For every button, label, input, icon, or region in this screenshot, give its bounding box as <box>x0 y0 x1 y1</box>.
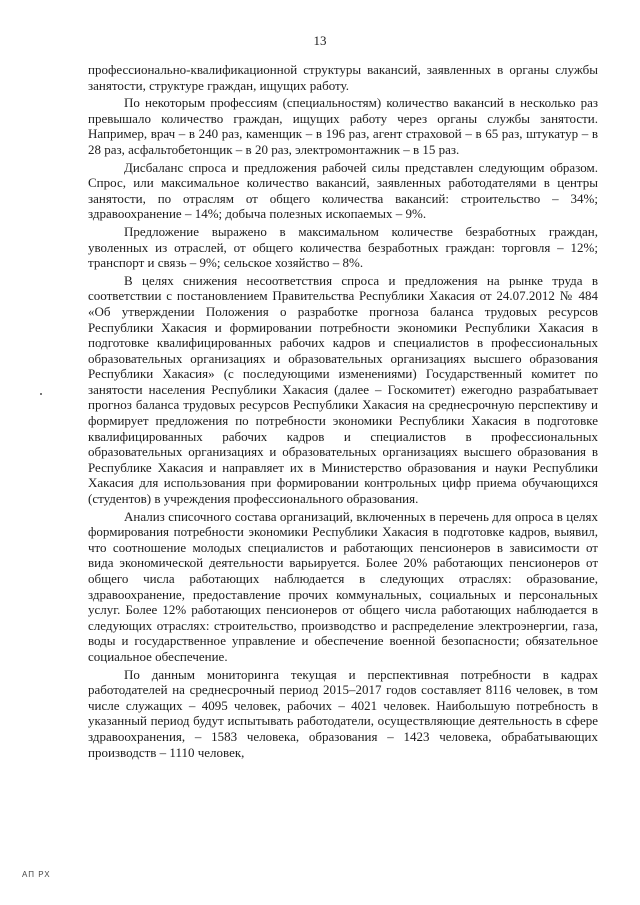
paragraph-analysis: Анализ списочного состава организаций, включенных в перечень для опроса в целях формирования потребности экономики Республики Хакасия в подготовке кадров, выявил, что соотношение молодых специалистов и работающих пенсионеров в зависимости от вида экономической деятельности варьируется. Более 20% работающих пенсионеров от общего числа работающих наблюдается в следующих отраслях: образование, здравоохранение, предоставление прочих коммунальных, социальных и персональных услуг. Более 12% работающих пенсионеров от общего числа работающих наблюдается в следующих отраслях: строительство, производство и распределение электроэнергии, газа, воды и государственное управление и обеспечение военной безопасности; обязательное социальное обеспечение. <box>88 508 598 664</box>
paragraph-continuation: профессионально-квалификационной структуры вакансий, заявленных в органы службы занятости, структуре граждан, ищущих работу. <box>88 62 598 93</box>
paragraph-monitoring: По данным мониторинга текущая и перспективная потребности в кадрах работодателей на среднесрочный период 2015–2017 годов составляет 8116 человек, в том числе служащих – 4095 человек, рабочих – 4021 человек. Наибольшую потребность в указанный период будут испытывать работодатели, осуществляющие деятельность в сфере здравоохранения, – 1583 человека, образования – 1423 человека, обрабатывающих производств – 1110 человек, <box>88 666 598 760</box>
footer-mark: АП РХ <box>22 870 51 879</box>
paragraph-supply: Предложение выражено в максимальном количестве безработных граждан, уволенных из отраслей, от общего количества безработных граждан: торговля – 12%; транспорт и связь – 9%; сельское хозяйство – 8%. <box>88 223 598 271</box>
paragraph-regulation: В целях снижения несоответствия спроса и предложения на рынке труда в соответствии с постановлением Правительства Республики Хакасия от 24.07.2012 № 484 «Об утверждении Положения о разработке прогноза баланса трудовых ресурсов Республики Хакасия и формировании потребности экономики Республики Хакасия в подготовке квалифицированных рабочих кадров и специалистов в профессиональных образовательных организациях и образовательных организациях высшего образования Республики Хакасия» (с последующими изменениями) Государственный комитет по занятости населения Республики Хакасия (далее – Госкомитет) ежегодно разрабатывает прогноз баланса трудовых ресурсов Республики Хакасия на среднесрочную перспективу и формирует предложения по потребности экономики Республики Хакасия в подготовке квалифицированных рабочих кадров и специалистов в профессиональных образовательных организациях и образовательных организациях высшего образования в Республике Хакасия и направляет их в Министерство образования и науки Республики Хакасия для использования при формировании контрольных цифр приема обучающихся (студентов) в учреждения профессионального образования. <box>88 272 598 507</box>
margin-mark <box>40 393 42 395</box>
document-body <box>88 62 598 760</box>
paragraph-vacancies: По некоторым профессиям (специальностям) количество вакансий в несколько раз превышало количество граждан, ищущих работу через органы службы занятости. Например, врач – в 240 раз, каменщик – в 196 раз, агент страховой – в 65 раз, штукатур – в 28 раз, асфальтобетонщик – в 20 раз, электромонтажник – в 15 раз. <box>88 95 598 157</box>
paragraph-imbalance: Дисбаланс спроса и предложения рабочей силы представлен следующим образом. Спрос, или максимальное количество вакансий, заявленных работодателями в центры занятости, по отраслям от общего количества вакансий: строительство – 34%; здравоохранение – 14%; добыча полезных ископаемых – 9%. <box>88 159 598 222</box>
page-number: 13 <box>313 33 327 48</box>
